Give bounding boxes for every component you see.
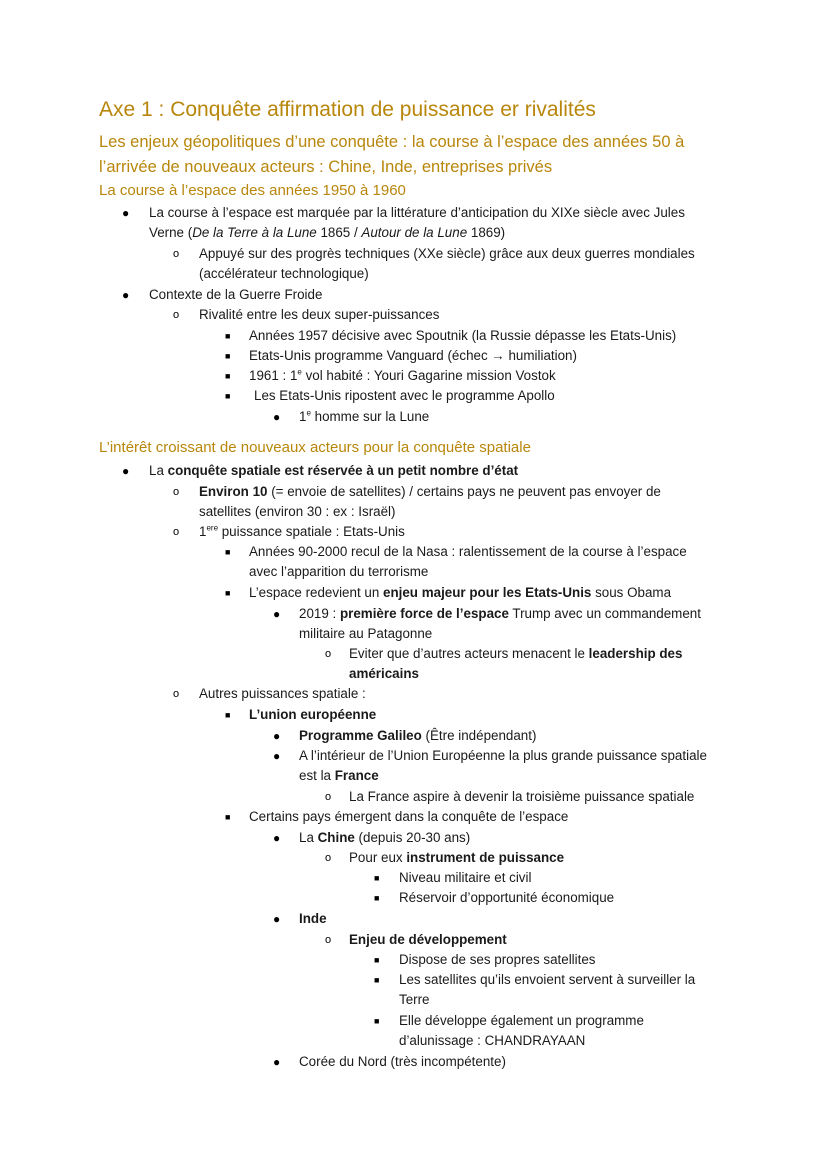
list-item: Appuyé sur des progrès techniques (XXe siècle) grâce aux deux guerres mondiales — [199, 246, 695, 261]
list-item: Contexte de la Guerre Froide — [149, 287, 323, 302]
list-item — [249, 583, 671, 603]
text-span: 1 — [299, 409, 307, 424]
bullet-circle-icon: o — [173, 688, 180, 700]
list-item: Elle développe également un programme — [399, 1013, 644, 1028]
section-title-new-actors: L’intérêt croissant de nouveaux acteurs pour la conquête spatiale — [99, 439, 531, 456]
list-item: d’alunissage : CHANDRAYAAN — [399, 1033, 586, 1048]
list-item — [299, 909, 327, 929]
bullet-disc-icon: ● — [273, 607, 281, 621]
bullet-disc-icon: ● — [273, 912, 281, 926]
text-span: 1869) — [467, 225, 506, 240]
list-item: Les satellites qu’ils envoient servent à surveiller la — [399, 972, 696, 987]
list-item: Rivalité entre les deux super-puissances — [199, 307, 440, 322]
heading-geopolitics-line2: l’arrivée de nouveaux acteurs : Chine, Inde, entreprises privés — [99, 158, 553, 176]
text-span: 1961 : 1 — [249, 368, 298, 383]
bullet-square-icon: ■ — [225, 588, 231, 598]
bullet-circle-icon: o — [325, 852, 332, 864]
superscript: e — [297, 367, 302, 377]
list-item — [299, 766, 379, 786]
bullet-circle-icon: o — [173, 248, 180, 260]
bullet-circle-icon: o — [173, 526, 180, 538]
text-span: homme sur la Lune — [310, 409, 430, 424]
list-item: Corée du Nord (très incompétente) — [299, 1054, 506, 1069]
list-item: (accélérateur technologique) — [199, 266, 369, 281]
text-span: L’espace redevient un — [249, 585, 384, 600]
list-item — [299, 604, 701, 624]
list-item — [349, 644, 682, 664]
text-span: La — [149, 463, 168, 478]
bold-text: leadership des — [588, 646, 683, 661]
bullet-circle-icon: o — [325, 934, 332, 946]
heading-axe-1: Axe 1 : Conquête affirmation de puissance er rivalités — [99, 98, 596, 121]
text-span: La — [299, 830, 318, 845]
text-span: 2019 : — [299, 606, 340, 621]
bold-text: américains — [349, 666, 419, 681]
list-item: Niveau militaire et civil — [399, 870, 532, 885]
text-span: (= envoie de satellites) / certains pays ne peuvent pas envoyer de — [267, 484, 661, 499]
superscript: e — [306, 408, 311, 418]
list-item: Etats-Unis programme Vanguard (échec → humiliation) — [249, 348, 577, 363]
list-item: A l’intérieur de l’Union Européenne la plus grande puissance spatiale — [299, 748, 707, 763]
list-item — [299, 726, 536, 746]
bullet-square-icon: ■ — [225, 371, 231, 381]
bold-text: L’union européenne — [249, 707, 377, 722]
bullet-disc-icon: ● — [122, 206, 130, 220]
text-span: 1 — [199, 524, 207, 539]
list-item: avec l’apparition du terrorisme — [249, 564, 429, 579]
list-item — [149, 223, 505, 243]
bold-text: France — [334, 768, 379, 783]
text-span: puissance spatiale : Etats-Unis — [218, 524, 405, 539]
bold-text: Enjeu de développement — [349, 932, 507, 947]
bold-text: enjeu majeur pour les Etats-Unis — [383, 585, 592, 600]
text-span: vol habité : Youri Gagarine mission Vostok — [301, 368, 556, 383]
bold-text: Environ 10 — [199, 484, 268, 499]
bullet-disc-icon: ● — [122, 464, 130, 478]
bullet-disc-icon: ● — [273, 749, 281, 763]
list-item: Les Etats-Unis ripostent avec le programme Apollo — [254, 388, 555, 403]
list-item — [199, 482, 661, 502]
bold-text: Chine — [317, 830, 355, 845]
list-item: Années 1957 décisive avec Spoutnik (la Russie dépasse les Etats-Unis) — [249, 328, 677, 343]
text-span: Verne ( — [149, 225, 193, 240]
bullet-square-icon: ■ — [225, 710, 231, 720]
list-item: militaire au Patagonne — [299, 626, 433, 641]
bold-text: Inde — [299, 911, 327, 926]
list-item: La France aspire à devenir la troisième puissance spatiale — [349, 789, 695, 804]
text-span: (depuis 20-30 ans) — [354, 830, 471, 845]
text-span: Pour eux — [349, 850, 407, 865]
bullet-square-icon: ■ — [374, 955, 380, 965]
bullet-square-icon: ■ — [374, 975, 380, 985]
list-item: Réservoir d’opportunité économique — [399, 890, 615, 905]
list-item: satellites (environ 30 : ex : Israël) — [199, 504, 396, 519]
list-item — [349, 848, 564, 868]
bold-text: instrument de puissance — [406, 850, 565, 865]
bullet-square-icon: ■ — [225, 547, 231, 557]
book-title: De la Terre à la Lune — [192, 225, 317, 240]
list-item: Autres puissances spatiale : — [199, 686, 366, 701]
bold-text: Programme Galileo — [299, 728, 422, 743]
bullet-disc-icon: ● — [122, 288, 130, 302]
bullet-square-icon: ■ — [225, 351, 231, 361]
bullet-disc-icon: ● — [273, 729, 281, 743]
list-item — [299, 828, 470, 848]
text-span: sous Obama — [591, 585, 672, 600]
bullet-circle-icon: o — [173, 486, 180, 498]
list-item — [149, 461, 518, 481]
text-span: est la — [299, 768, 335, 783]
list-item: La course à l’espace est marquée par la littérature d’anticipation du XIXe siècle avec Jules — [149, 205, 685, 220]
bullet-disc-icon: ● — [273, 1055, 281, 1069]
text-span: 1865 / — [316, 225, 362, 240]
text-span: Eviter que d’autres acteurs menacent le — [349, 646, 589, 661]
superscript: ere — [206, 523, 219, 533]
list-item — [249, 366, 556, 386]
list-item — [199, 522, 405, 542]
bullet-square-icon: ■ — [225, 331, 231, 341]
list-item: Dispose de ses propres satellites — [399, 952, 596, 967]
book-title: Autour de la Lune — [361, 225, 468, 240]
list-item — [349, 664, 419, 684]
list-item: Années 90-2000 recul de la Nasa : ralentissement de la course à l’espace — [249, 544, 687, 559]
section-title-space-race: La course à l’espace des années 1950 à 1960 — [99, 182, 406, 199]
bullet-square-icon: ■ — [374, 893, 380, 903]
text-span: Trump avec un commandement — [508, 606, 701, 621]
list-item: Certains pays émergent dans la conquête de l’espace — [249, 809, 569, 824]
bullet-square-icon: ■ — [374, 1016, 380, 1026]
bullet-square-icon: ■ — [225, 391, 231, 401]
list-item — [249, 705, 376, 725]
bullet-square-icon: ■ — [374, 873, 380, 883]
text-span: (Être indépendant) — [421, 728, 537, 743]
bold-text: conquête spatiale est réservée à un petit nombre d’état — [167, 463, 519, 478]
bullet-circle-icon: o — [173, 309, 180, 321]
bullet-circle-icon: o — [325, 648, 332, 660]
bullet-circle-icon: o — [325, 791, 332, 803]
list-item — [349, 930, 507, 950]
bullet-disc-icon: ● — [273, 831, 281, 845]
list-item — [299, 407, 429, 427]
bold-text: première force de l’espace — [339, 606, 509, 621]
heading-geopolitics-line1: Les enjeux géopolitiques d’une conquête : la course à l’espace des années 50 à — [99, 133, 685, 151]
list-item: Terre — [399, 992, 430, 1007]
bullet-disc-icon: ● — [273, 410, 281, 424]
bullet-square-icon: ■ — [225, 812, 231, 822]
